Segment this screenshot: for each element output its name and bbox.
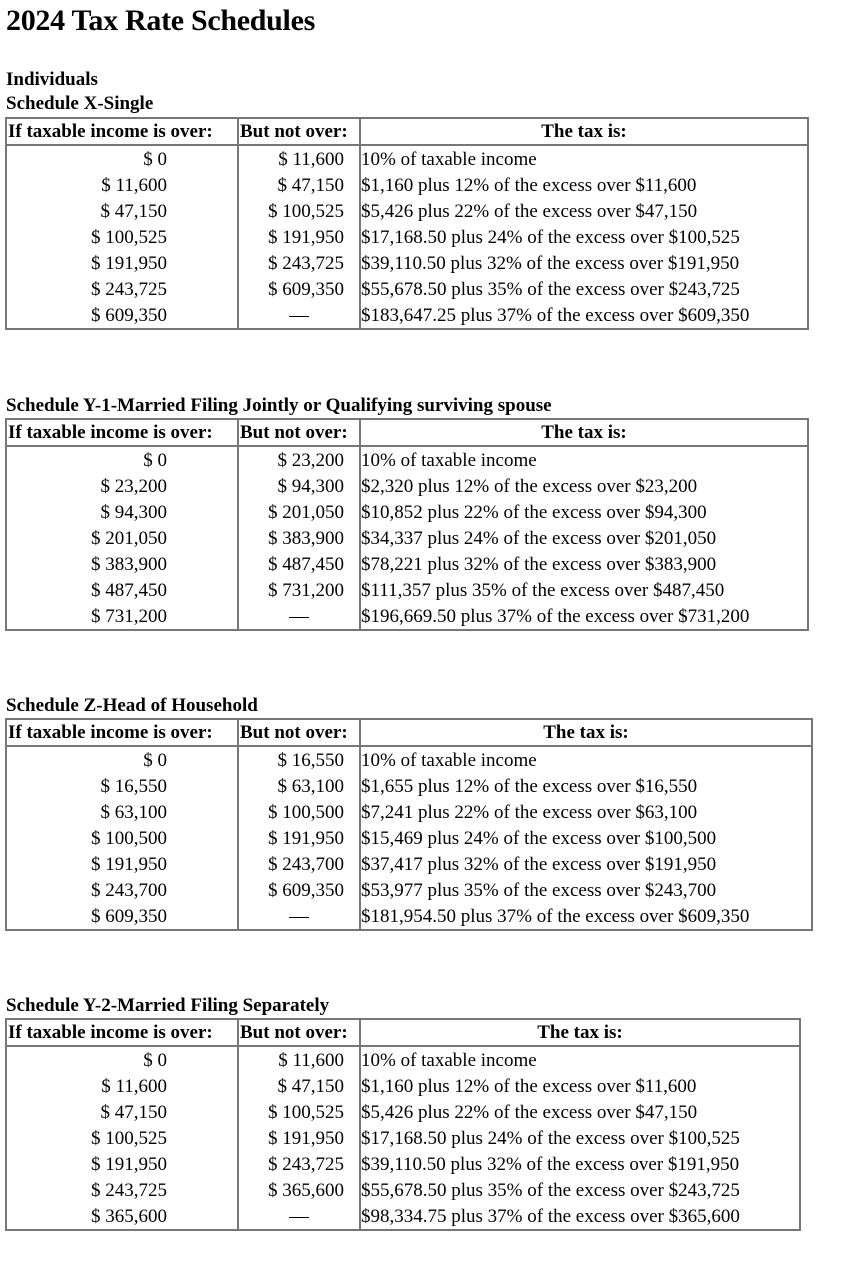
- not-over-cell: [238, 499, 360, 525]
- tax-cell: $1,160 plus 12% of the excess over $11,600: [360, 172, 808, 198]
- not-over-cell: [238, 1151, 360, 1177]
- amount-value: $ 487,450: [268, 553, 344, 575]
- amount-value: $ 11,600: [278, 1049, 344, 1071]
- table-row: [6, 172, 808, 198]
- schedule-z-title: Schedule Z-Head of Household: [6, 695, 258, 716]
- over-cell: [6, 499, 238, 525]
- over-cell: [6, 1177, 238, 1203]
- over-cell: [6, 172, 238, 198]
- header-over: If taxable income is over:: [6, 118, 238, 145]
- page-title: 2024 Tax Rate Schedules: [6, 4, 315, 37]
- over-cell: [6, 799, 238, 825]
- tax-cell: $5,426 plus 22% of the excess over $47,150: [360, 1099, 800, 1125]
- not-over-cell: [238, 473, 360, 499]
- amount-value: $ 243,725: [91, 278, 167, 300]
- header-not-over: But not over:: [238, 118, 360, 145]
- tax-cell: $78,221 plus 32% of the excess over $383,900: [360, 551, 808, 577]
- schedule-z-table: [5, 718, 813, 931]
- header-tax: The tax is:: [360, 1019, 800, 1046]
- schedule-y1-table: [5, 418, 809, 631]
- schedule-x-title: Schedule X-Single: [6, 93, 154, 114]
- amount-value: $ 609,350: [91, 304, 167, 326]
- amount-value: $ 100,525: [268, 200, 344, 222]
- amount-value: $ 94,300: [277, 475, 344, 497]
- amount-value: $ 243,700: [91, 879, 167, 901]
- table-row: [6, 903, 812, 930]
- tax-cell: $181,954.50 plus 37% of the excess over $609,350: [360, 903, 812, 930]
- tax-cell: $10,852 plus 22% of the excess over $94,300: [360, 499, 808, 525]
- header-not-over: But not over:: [238, 1019, 360, 1046]
- amount-value: $ 100,525: [91, 1127, 167, 1149]
- not-over-cell: [238, 1177, 360, 1203]
- amount-value: $ 23,200: [100, 475, 167, 497]
- amount-value: $ 365,600: [268, 1179, 344, 1201]
- amount-value: $ 47,150: [277, 1075, 344, 1097]
- amount-value: $ 100,500: [91, 827, 167, 849]
- tax-cell: $37,417 plus 32% of the excess over $191,950: [360, 851, 812, 877]
- not-over-cell: [238, 1125, 360, 1151]
- over-cell: [6, 1046, 238, 1073]
- table-row: [6, 302, 808, 329]
- tax-cell: $39,110.50 plus 32% of the excess over $191,950: [360, 1151, 800, 1177]
- not-over-cell: [238, 877, 360, 903]
- dash-mark: [289, 1217, 309, 1218]
- over-cell: [6, 276, 238, 302]
- tax-cell: $7,241 plus 22% of the excess over $63,100: [360, 799, 812, 825]
- over-cell: [6, 145, 238, 172]
- not-over-cell: [238, 145, 360, 172]
- table-row: [6, 773, 812, 799]
- table-row: [6, 825, 812, 851]
- table-row: [6, 746, 812, 773]
- amount-value: $ 243,725: [268, 1153, 344, 1175]
- not-over-cell: [238, 551, 360, 577]
- not-over-cell: [238, 1046, 360, 1073]
- schedule-y1-title: Schedule Y-1-Married Filing Jointly or Qualifying surviving spouse: [6, 395, 552, 416]
- table-row: [6, 577, 808, 603]
- tax-cell: $17,168.50 plus 24% of the excess over $100,525: [360, 1125, 800, 1151]
- not-over-cell: [238, 276, 360, 302]
- header-row: [6, 118, 808, 145]
- amount-value: $ 63,100: [100, 801, 167, 823]
- over-cell: [6, 1073, 238, 1099]
- table-row: [6, 1177, 800, 1203]
- not-over-cell: [238, 446, 360, 473]
- amount-value: $ 0: [143, 449, 167, 471]
- over-cell: [6, 903, 238, 930]
- amount-value: $ 201,050: [268, 501, 344, 523]
- over-cell: [6, 851, 238, 877]
- amount-value: $ 63,100: [277, 775, 344, 797]
- over-cell: [6, 551, 238, 577]
- dash-mark: [289, 917, 309, 918]
- amount-value: $ 0: [143, 1049, 167, 1071]
- amount-value: $ 243,700: [268, 853, 344, 875]
- amount-value: $ 191,950: [268, 827, 344, 849]
- schedule-x-table: [5, 117, 809, 330]
- amount-value: $ 487,450: [91, 579, 167, 601]
- table-row: [6, 198, 808, 224]
- over-cell: [6, 1125, 238, 1151]
- not-over-cell: [238, 172, 360, 198]
- table-row: [6, 525, 808, 551]
- over-cell: [6, 825, 238, 851]
- amount-value: $ 609,350: [91, 905, 167, 927]
- amount-value: $ 191,950: [268, 1127, 344, 1149]
- tax-cell: $5,426 plus 22% of the excess over $47,150: [360, 198, 808, 224]
- amount-value: $ 191,950: [91, 252, 167, 274]
- amount-value: $ 383,900: [268, 527, 344, 549]
- table-row: [6, 145, 808, 172]
- over-cell: [6, 473, 238, 499]
- amount-value: $ 383,900: [91, 553, 167, 575]
- header-over: If taxable income is over:: [6, 419, 238, 446]
- tax-cell: $53,977 plus 35% of the excess over $243,700: [360, 877, 812, 903]
- table-row: [6, 224, 808, 250]
- not-over-cell: [238, 903, 360, 930]
- amount-value: $ 191,950: [91, 1153, 167, 1175]
- table-row: [6, 1046, 800, 1073]
- not-over-cell: [238, 250, 360, 276]
- not-over-cell: [238, 1073, 360, 1099]
- over-cell: [6, 1099, 238, 1125]
- amount-value: $ 243,725: [268, 252, 344, 274]
- amount-value: $ 100,525: [91, 226, 167, 248]
- amount-value: $ 0: [143, 749, 167, 771]
- not-over-cell: [238, 198, 360, 224]
- header-tax: The tax is:: [360, 419, 808, 446]
- amount-value: $ 201,050: [91, 527, 167, 549]
- amount-value: $ 47,150: [277, 174, 344, 196]
- tax-cell: 10% of taxable income: [360, 446, 808, 473]
- tax-cell: $183,647.25 plus 37% of the excess over $609,350: [360, 302, 808, 329]
- table-row: [6, 877, 812, 903]
- amount-value: $ 100,500: [268, 801, 344, 823]
- tax-cell: 10% of taxable income: [360, 145, 808, 172]
- over-cell: [6, 525, 238, 551]
- header-tax: The tax is:: [360, 719, 812, 746]
- over-cell: [6, 746, 238, 773]
- over-cell: [6, 224, 238, 250]
- amount-value: $ 11,600: [101, 1075, 167, 1097]
- amount-value: $ 609,350: [268, 879, 344, 901]
- amount-value: $ 0: [143, 148, 167, 170]
- not-over-cell: [238, 603, 360, 630]
- table-row: [6, 1073, 800, 1099]
- table-row: [6, 250, 808, 276]
- header-row: [6, 419, 808, 446]
- not-over-cell: [238, 851, 360, 877]
- table-row: [6, 603, 808, 630]
- over-cell: [6, 1151, 238, 1177]
- amount-value: $ 47,150: [100, 1101, 167, 1123]
- not-over-cell: [238, 1099, 360, 1125]
- over-cell: [6, 603, 238, 630]
- not-over-cell: [238, 746, 360, 773]
- amount-value: $ 16,550: [100, 775, 167, 797]
- amount-value: $ 47,150: [100, 200, 167, 222]
- tax-cell: 10% of taxable income: [360, 1046, 800, 1073]
- amount-value: $ 731,200: [268, 579, 344, 601]
- table-row: [6, 1099, 800, 1125]
- over-cell: [6, 250, 238, 276]
- schedule-y2-title: Schedule Y-2-Married Filing Separately: [6, 995, 330, 1016]
- header-not-over: But not over:: [238, 419, 360, 446]
- header-over: If taxable income is over:: [6, 719, 238, 746]
- tax-cell: $15,469 plus 24% of the excess over $100,500: [360, 825, 812, 851]
- amount-value: $ 191,950: [91, 853, 167, 875]
- table-row: [6, 1203, 800, 1230]
- tax-cell: $196,669.50 plus 37% of the excess over $731,200: [360, 603, 808, 630]
- tax-cell: $111,357 plus 35% of the excess over $487,450: [360, 577, 808, 603]
- not-over-cell: [238, 525, 360, 551]
- tax-cell: $55,678.50 plus 35% of the excess over $243,725: [360, 1177, 800, 1203]
- tax-cell: $34,337 plus 24% of the excess over $201,050: [360, 525, 808, 551]
- not-over-cell: [238, 825, 360, 851]
- amount-value: $ 365,600: [91, 1205, 167, 1227]
- individuals-label: Individuals: [6, 69, 98, 90]
- not-over-cell: [238, 302, 360, 329]
- over-cell: [6, 577, 238, 603]
- amount-value: $ 23,200: [277, 449, 344, 471]
- tax-cell: $2,320 plus 12% of the excess over $23,200: [360, 473, 808, 499]
- amount-value: $ 731,200: [91, 605, 167, 627]
- amount-value: $ 100,525: [268, 1101, 344, 1123]
- not-over-cell: [238, 577, 360, 603]
- header-row: [6, 1019, 800, 1046]
- tax-cell: $17,168.50 plus 24% of the excess over $100,525: [360, 224, 808, 250]
- amount-value: $ 243,725: [91, 1179, 167, 1201]
- schedule-y2-table: [5, 1018, 801, 1231]
- table-row: [6, 473, 808, 499]
- table-row: [6, 1151, 800, 1177]
- not-over-cell: [238, 799, 360, 825]
- tax-cell: $39,110.50 plus 32% of the excess over $191,950: [360, 250, 808, 276]
- tax-cell: $98,334.75 plus 37% of the excess over $365,600: [360, 1203, 800, 1230]
- not-over-cell: [238, 1203, 360, 1230]
- table-row: [6, 851, 812, 877]
- tax-cell: $1,160 plus 12% of the excess over $11,600: [360, 1073, 800, 1099]
- amount-value: $ 94,300: [100, 501, 167, 523]
- table-row: [6, 276, 808, 302]
- dash-mark: [289, 316, 309, 317]
- not-over-cell: [238, 773, 360, 799]
- over-cell: [6, 302, 238, 329]
- over-cell: [6, 198, 238, 224]
- over-cell: [6, 446, 238, 473]
- table-row: [6, 799, 812, 825]
- amount-value: $ 11,600: [278, 148, 344, 170]
- tax-cell: $55,678.50 plus 35% of the excess over $243,725: [360, 276, 808, 302]
- amount-value: $ 16,550: [277, 749, 344, 771]
- not-over-cell: [238, 224, 360, 250]
- tax-cell: $1,655 plus 12% of the excess over $16,550: [360, 773, 812, 799]
- table-row: [6, 499, 808, 525]
- amount-value: $ 11,600: [101, 174, 167, 196]
- header-over: If taxable income is over:: [6, 1019, 238, 1046]
- header-not-over: But not over:: [238, 719, 360, 746]
- tax-cell: 10% of taxable income: [360, 746, 812, 773]
- header-tax: The tax is:: [360, 118, 808, 145]
- dash-mark: [289, 617, 309, 618]
- over-cell: [6, 773, 238, 799]
- header-row: [6, 719, 812, 746]
- amount-value: $ 609,350: [268, 278, 344, 300]
- amount-value: $ 191,950: [268, 226, 344, 248]
- over-cell: [6, 1203, 238, 1230]
- table-row: [6, 551, 808, 577]
- table-row: [6, 1125, 800, 1151]
- table-row: [6, 446, 808, 473]
- over-cell: [6, 877, 238, 903]
